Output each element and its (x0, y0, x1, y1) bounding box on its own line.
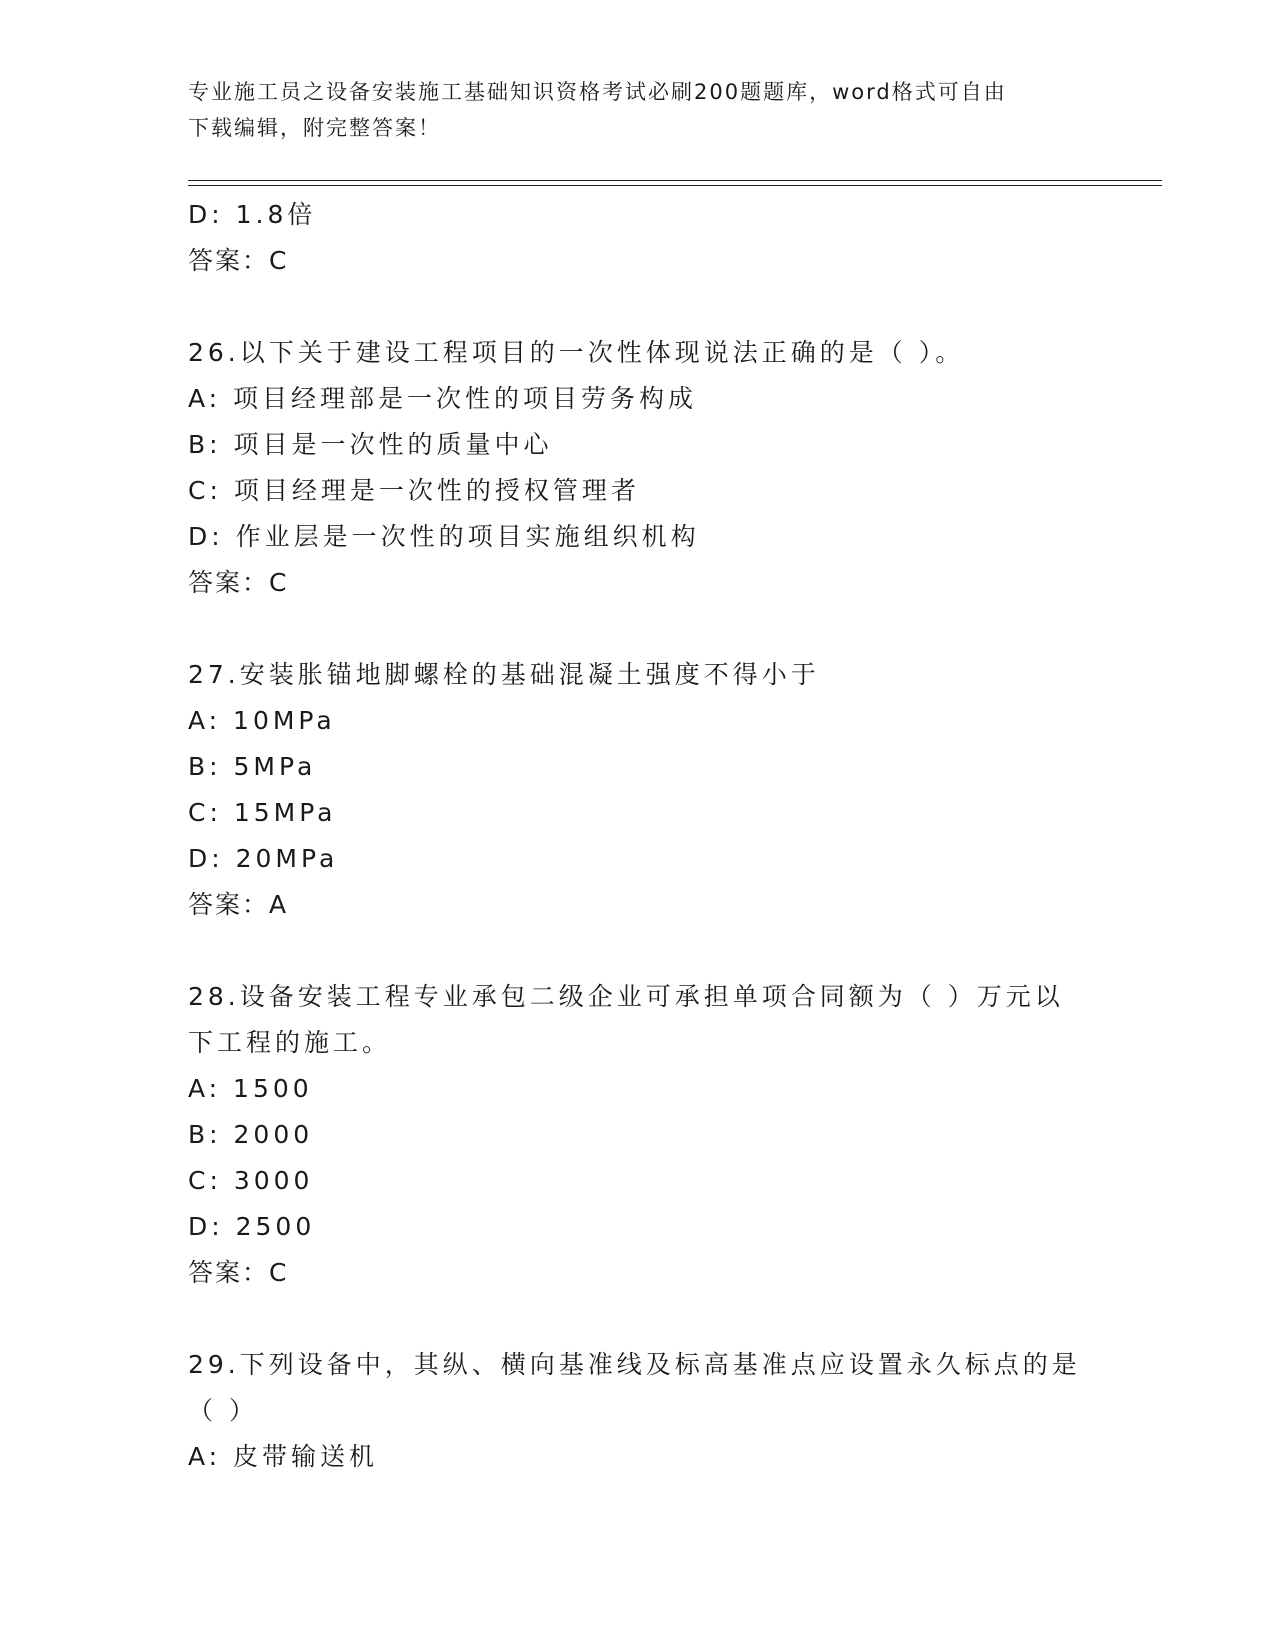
option-a: A: 皮带输送机 (188, 1442, 379, 1471)
option-b: B: 项目是一次性的质量中心 (188, 430, 553, 459)
previous-question-fragment (188, 192, 1088, 284)
question-stem: 26.以下关于建设工程项目的一次性体现说法正确的是（ ）。 (188, 338, 965, 367)
option-b: B: 2000 (188, 1120, 314, 1149)
question-26 (188, 330, 1088, 606)
answer-line: 答案：C (188, 568, 289, 597)
document-header (188, 74, 1078, 146)
header-title-line-1: 专业施工员之设备安装施工基础知识资格考试必刷200题题库，word格式可自由 (188, 80, 1007, 104)
question-stem-line-1: 29.下列设备中，其纵、横向基准线及标高基准点应设置永久标点的是 (188, 1350, 1081, 1379)
option-a: A: 10MPa (188, 706, 336, 735)
option-c: C: 3000 (188, 1166, 314, 1195)
answer-line: 答案：C (188, 1258, 289, 1287)
option-b: B: 5MPa (188, 752, 317, 781)
option-d: D: 作业层是一次性的项目实施组织机构 (188, 522, 700, 551)
question-stem-line-1: 28.设备安装工程专业承包二级企业可承担单项合同额为（ ）万元以 (188, 982, 1064, 1011)
question-stem-line-2: （ ） (188, 1396, 258, 1425)
question-29 (188, 1342, 1088, 1480)
question-list (188, 192, 1088, 1480)
option-d: D: 2500 (188, 1212, 316, 1241)
header-title-line-2: 下载编辑，附完整答案！ (188, 116, 441, 140)
option-a: A: 1500 (188, 1074, 313, 1103)
option-a: A: 项目经理部是一次性的项目劳务构成 (188, 384, 698, 413)
option-d: D: 20MPa (188, 844, 339, 873)
spacer (188, 606, 1088, 652)
spacer (188, 1296, 1088, 1342)
question-28 (188, 974, 1088, 1296)
spacer (188, 284, 1088, 330)
question-stem-line-2: 下工程的施工。 (188, 1028, 392, 1057)
answer-line: 答案：C (188, 246, 289, 275)
question-27 (188, 652, 1088, 928)
spacer (188, 928, 1088, 974)
question-stem: 27.安装胀锚地脚螺栓的基础混凝土强度不得小于 (188, 660, 820, 689)
option-c: C: 15MPa (188, 798, 337, 827)
option-d: D: 1.8倍 (188, 200, 317, 229)
answer-line: 答案：A (188, 890, 289, 919)
header-divider-top (188, 180, 1162, 181)
option-c: C: 项目经理是一次性的授权管理者 (188, 476, 640, 505)
header-divider-bottom (188, 185, 1162, 186)
